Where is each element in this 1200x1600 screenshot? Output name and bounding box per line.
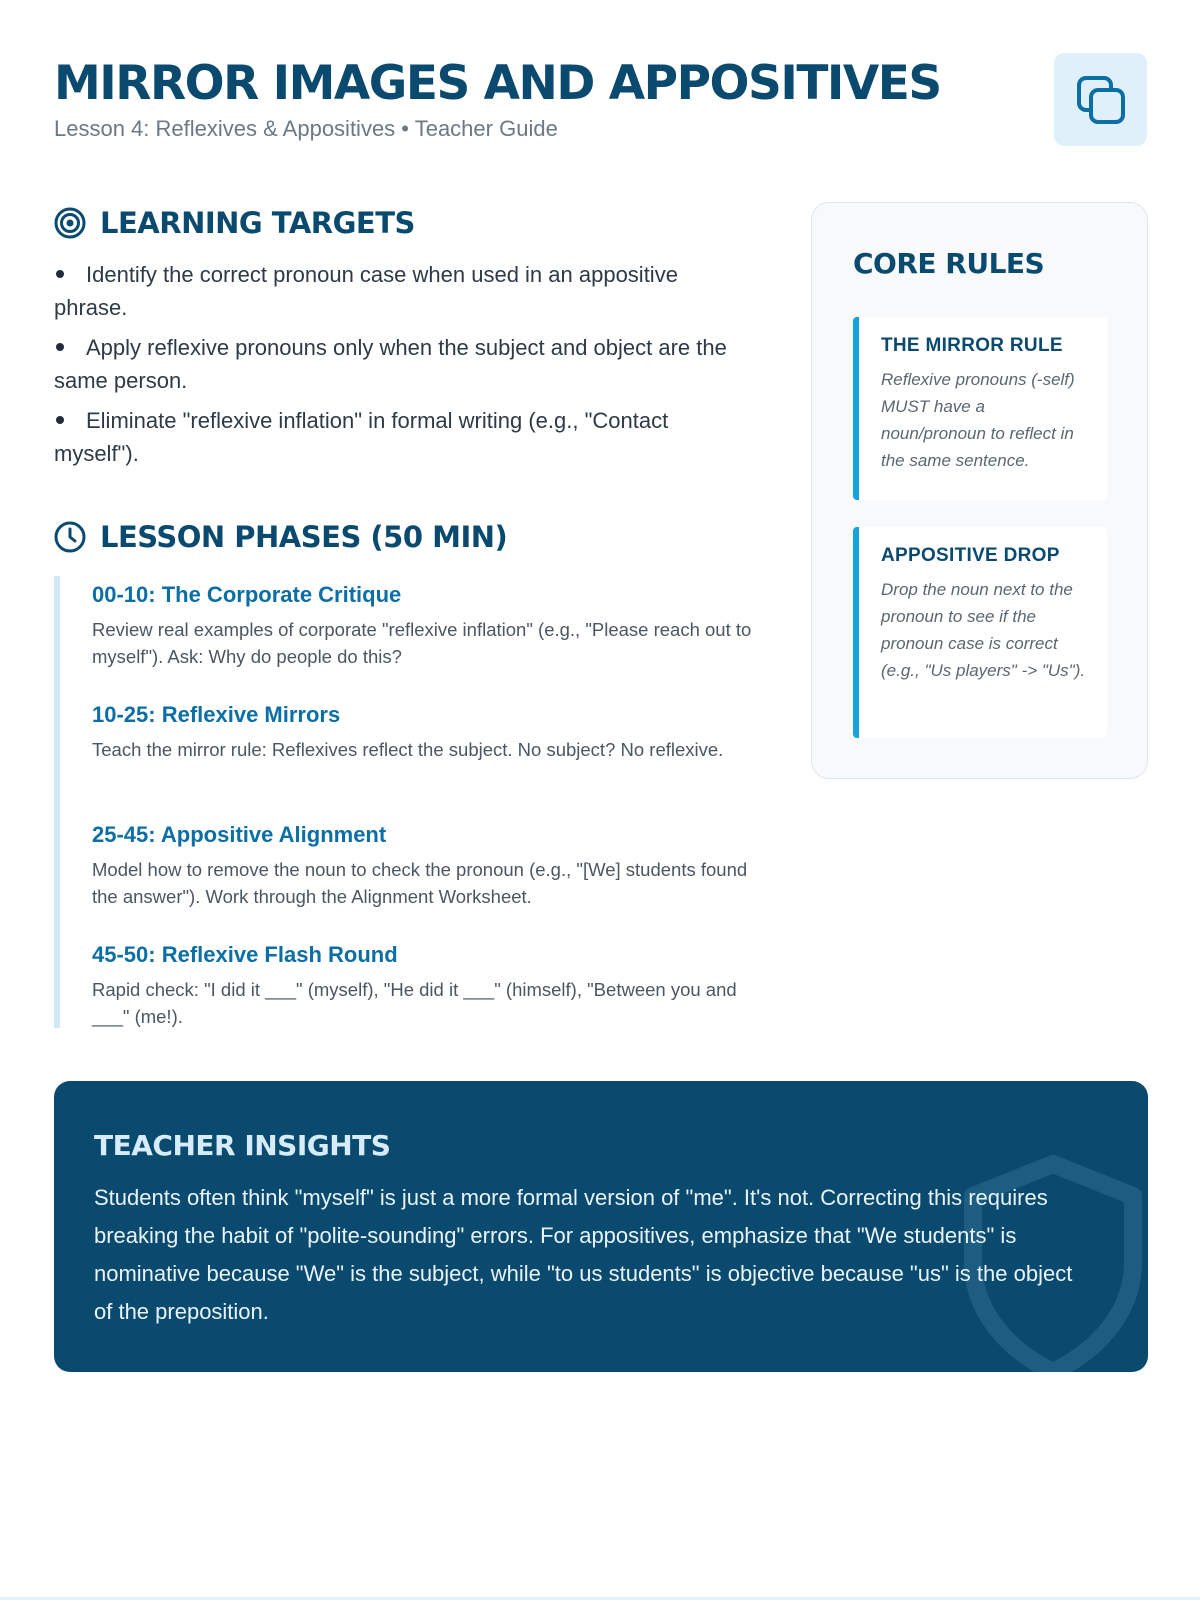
phase-title: 00-10: The Corporate Critique <box>92 582 402 607</box>
rule-title: THE MIRROR RULE <box>881 335 1063 356</box>
phase-title: 45-50: Reflexive Flash Round <box>92 942 398 967</box>
phase-description: Rapid check: "I did it ___" (myself), "He did it ___" (himself), "Between you and ___" (me!). <box>92 979 737 1027</box>
phase-item <box>92 582 752 670</box>
copy-icon <box>1075 74 1127 126</box>
phase-item <box>92 942 752 1030</box>
phase-description: Review real examples of corporate "reflexive inflation" (e.g., "Please reach out to myself"). Ask: Why do people do this? <box>92 619 752 667</box>
rule-box-mirror <box>853 317 1107 500</box>
list-item: Apply reflexive pronouns only when the subject and object are the same person. <box>54 335 727 393</box>
lesson-phases-heading: LESSON PHASES (50 MIN) <box>100 520 508 554</box>
rule-text: Reflexive pronouns (-self) MUST have a noun/pronoun to reflect in the same sentence. <box>881 370 1075 470</box>
phase-title: 25-45: Appositive Alignment <box>92 822 387 847</box>
phase-title: 10-25: Reflexive Mirrors <box>92 702 341 727</box>
clock-icon <box>54 521 86 553</box>
teacher-insights-body: Students often think "myself" is just a more formal version of "me". It's not. Correcting this requires breaking the habit of "polite-sounding" errors. For appositives, emphasize that "We students" is nominative because "We" is the subject, while "to us students" is objective because "us" is the object of the preposition. <box>94 1185 1073 1324</box>
teacher-insights-panel <box>54 1081 1148 1372</box>
core-rules-heading: CORE RULES <box>853 247 1045 280</box>
phase-description: Teach the mirror rule: Reflexives reflect the subject. No subject? No reflexive. <box>92 739 724 760</box>
phase-description: Model how to remove the noun to check the pronoun (e.g., "[We] students found the answer"). Work through the Alignment Worksheet. <box>92 859 748 907</box>
copy-button[interactable] <box>1054 53 1147 146</box>
lesson-phases-timeline <box>54 576 760 1028</box>
rule-box-appositive <box>853 527 1107 738</box>
learning-targets-header <box>54 206 415 240</box>
core-rules-card <box>811 202 1148 779</box>
phase-item <box>92 822 752 910</box>
page-subtitle: Lesson 4: Reflexives & Appositives • Teacher Guide <box>54 116 558 141</box>
learning-targets-heading: LEARNING TARGETS <box>100 206 415 240</box>
list-item: Identify the correct pronoun case when used in an appositive phrase. <box>54 262 678 320</box>
target-icon <box>54 207 86 239</box>
list-item: Eliminate "reflexive inflation" in formal writing (e.g., "Contact myself"). <box>54 408 669 466</box>
learning-targets-list <box>54 258 754 477</box>
rule-text: Drop the noun next to the pronoun to see if the pronoun case is correct (e.g., "Us players" -> "Us"). <box>881 580 1086 680</box>
phase-item <box>92 702 752 763</box>
page-title: MIRROR IMAGES AND APPOSITIVES <box>54 56 941 111</box>
rule-title: APPOSITIVE DROP <box>881 545 1060 566</box>
lesson-phases-header <box>54 520 507 554</box>
teacher-insights-heading: TEACHER INSIGHTS <box>94 1129 391 1162</box>
